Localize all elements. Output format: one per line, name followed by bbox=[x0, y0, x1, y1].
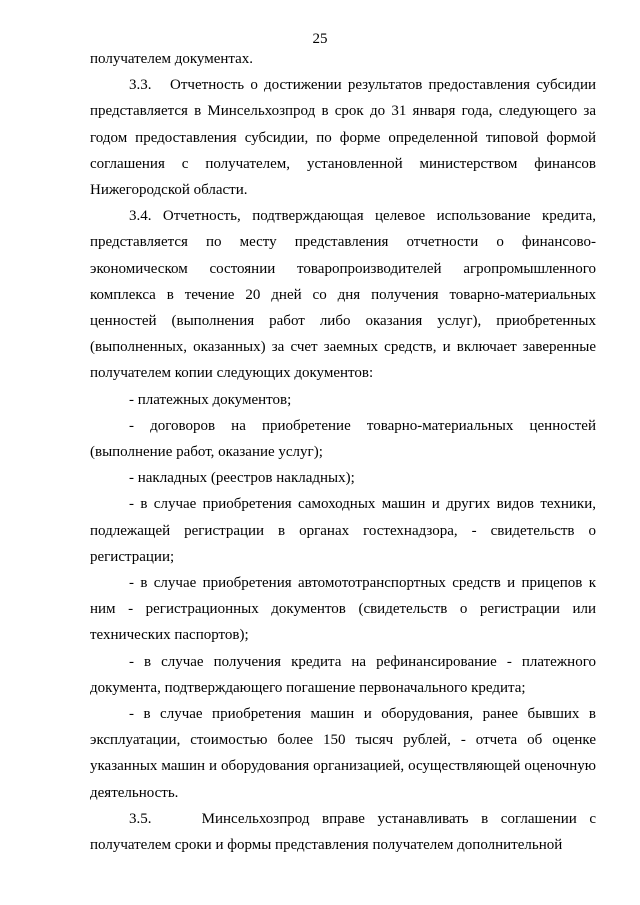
list-item-used-equipment: - в случае приобретения машин и оборудования, ранее бывших в эксплуатации, стоимостью более 150 тысяч рублей, - отчета об оценке указанных машин и оборудования организацией, осуществляющей оценочную деятельность. bbox=[90, 706, 596, 801]
paragraph-3-3: 3.3. Отчетность о достижении результатов предоставления субсидии представляется в Минсельхозпрод в срок до 31 января года, следующего за годом предоставления субсидии, по форме определенной типовой формой соглашения с получателем, установленной министерством финансов Нижегородской области. bbox=[90, 77, 596, 199]
list-item-invoices: - накладных (реестров накладных); bbox=[129, 470, 355, 487]
paragraph-3-5: 3.5. Минсельхозпрод вправе устанавливать в соглашении с получателем сроки и формы представления получателем дополнительной bbox=[90, 810, 596, 854]
list-item-vehicles-trailers: - в случае приобретения автомототранспортных средств и прицепов к ним - регистрационных документов (свидетельств о регистрации или технических паспортов); bbox=[90, 575, 596, 644]
list-item-refinancing: - в случае получения кредита на рефинансирование - платежного документа, подтверждающего погашение первоначального кредита; bbox=[90, 653, 596, 696]
document-body bbox=[90, 46, 596, 858]
paragraph-continuation: получателем документах. bbox=[90, 51, 254, 67]
list-item-contracts: - договоров на приобретение товарно-материальных ценностей (выполнение работ, оказание услуг); bbox=[90, 417, 596, 461]
page-number: 25 bbox=[312, 31, 328, 47]
list-item-payment-documents: - платежных документов; bbox=[129, 391, 292, 408]
list-item-self-propelled-machines: - в случае приобретения самоходных машин и других видов техники, подлежащей регистрации в органах гостехнадзора, - свидетельств о регистрации; bbox=[90, 496, 596, 565]
paragraph-3-4: 3.4. Отчетность, подтверждающая целевое использование кредита, представляется по месту представления отчетности о финансово-экономическом состоянии товаропроизводителей агропромышленного комплекса в течение 20 дней со дня получения товарно-материальных ценностей (выполнения работ либо оказания услуг), приобретенных (выполненных, оказанных) за счет заемных средств, и включает заверенные получателем копии следующих документов: bbox=[90, 208, 596, 382]
